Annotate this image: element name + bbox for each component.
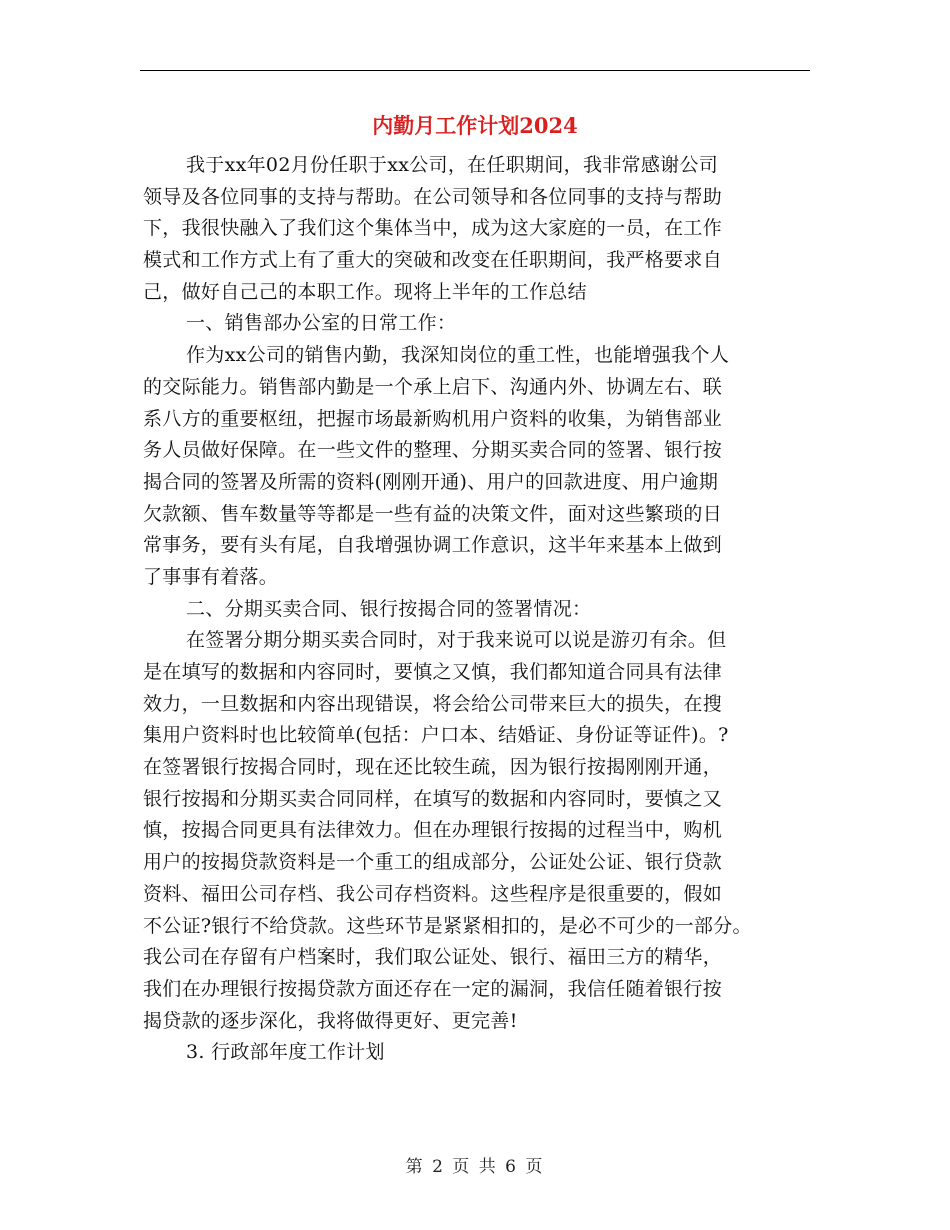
text-line: 资料、福田公司存档、我公司存档资料。这些程序是很重要的，假如 bbox=[143, 882, 723, 905]
text-line: 领导及各位同事的支持与帮助。在公司领导和各位同事的支持与帮助 bbox=[143, 185, 723, 208]
text-line: 系八方的重要枢纽，把握市场最新购机用户资料的收集，为销售部业 bbox=[143, 407, 723, 430]
document-title: 内勤月工作计划2024 bbox=[372, 113, 578, 138]
text-line: 用户的按揭贷款资料是一个重工的组成部分，公证处公证、银行贷款 bbox=[143, 851, 723, 874]
text-line: 3. 行政部年度工作计划 bbox=[186, 1041, 385, 1064]
text-line: 在签署分期分期买卖合同时，对于我来说可以说是游刃有余。但 bbox=[186, 629, 727, 652]
header-rule bbox=[140, 70, 810, 71]
text-line: 的交际能力。销售部内勤是一个承上启下、沟通内外、协调左右、联 bbox=[143, 375, 723, 398]
text-line: 是在填写的数据和内容同时，要慎之又慎，我们都知道合同具有法律 bbox=[143, 661, 723, 683]
page-footer: 第 2 页 共 6 页 bbox=[405, 1157, 545, 1177]
document-body bbox=[143, 150, 815, 1069]
text-line: 一、销售部办公室的日常工作： bbox=[186, 312, 457, 335]
text-line: 下，我很快融入了我们这个集体当中，成为这大家庭的一员，在工作 bbox=[143, 217, 723, 240]
text-line: 模式和工作方式上有了重大的突破和改变在任职期间，我严格要求自 bbox=[143, 249, 723, 272]
text-line: 作为xx公司的销售内勤，我深知岗位的重工性，也能增强我个人 bbox=[186, 344, 730, 367]
text-line: 己，做好自己己的本职工作。现将上半年的工作总结 bbox=[143, 280, 587, 303]
text-line: 我于xx年02月份任职于xx公司，在任职期间，我非常感谢公司 bbox=[186, 154, 719, 176]
text-line: 效力，一旦数据和内容出现错误，将会给公司带来巨大的损失，在搜 bbox=[143, 692, 723, 715]
text-line: 二、分期买卖合同、银行按揭合同的签署情况： bbox=[186, 597, 592, 620]
text-line: 常事务，要有头有尾，自我增强协调工作意识，这半年来基本上做到 bbox=[143, 534, 723, 557]
text-line: 我们在办理银行按揭贷款方面还存在一定的漏洞，我信任随着银行按 bbox=[143, 977, 723, 1000]
text-line: 务人员做好保障。在一些文件的整理、分期买卖合同的签署、银行按 bbox=[143, 439, 723, 462]
text-line: 银行按揭和分期买卖合同同样，在填写的数据和内容同时，要慎之又 bbox=[143, 787, 723, 810]
text-line: 不公证?银行不给贷款。这些环节是紧紧相扣的，是必不可少的一部分。 bbox=[143, 914, 752, 937]
text-line: 欠款额、售车数量等等都是一些有益的决策文件，面对这些繁琐的日 bbox=[143, 502, 723, 525]
text-line: 揭合同的签署及所需的资料(刚刚开通)、用户的回款进度、用户逾期 bbox=[143, 470, 719, 493]
text-line: 我公司在存留有户档案时，我们取公证处、银行、福田三方的精华， bbox=[143, 946, 723, 969]
text-line: 揭贷款的逐步深化，我将做得更好、更完善! bbox=[143, 1009, 518, 1032]
text-line: 在签署银行按揭合同时，现在还比较生疏，因为银行按揭刚刚开通， bbox=[143, 756, 723, 779]
text-line: 集用户资料时也比较简单(包括：户口本、结婚证、身份证等证件)。? bbox=[143, 724, 729, 747]
text-line: 了事事有着落。 bbox=[143, 565, 279, 588]
text-line: 慎，按揭合同更具有法律效力。但在办理银行按揭的过程当中，购机 bbox=[143, 819, 723, 842]
